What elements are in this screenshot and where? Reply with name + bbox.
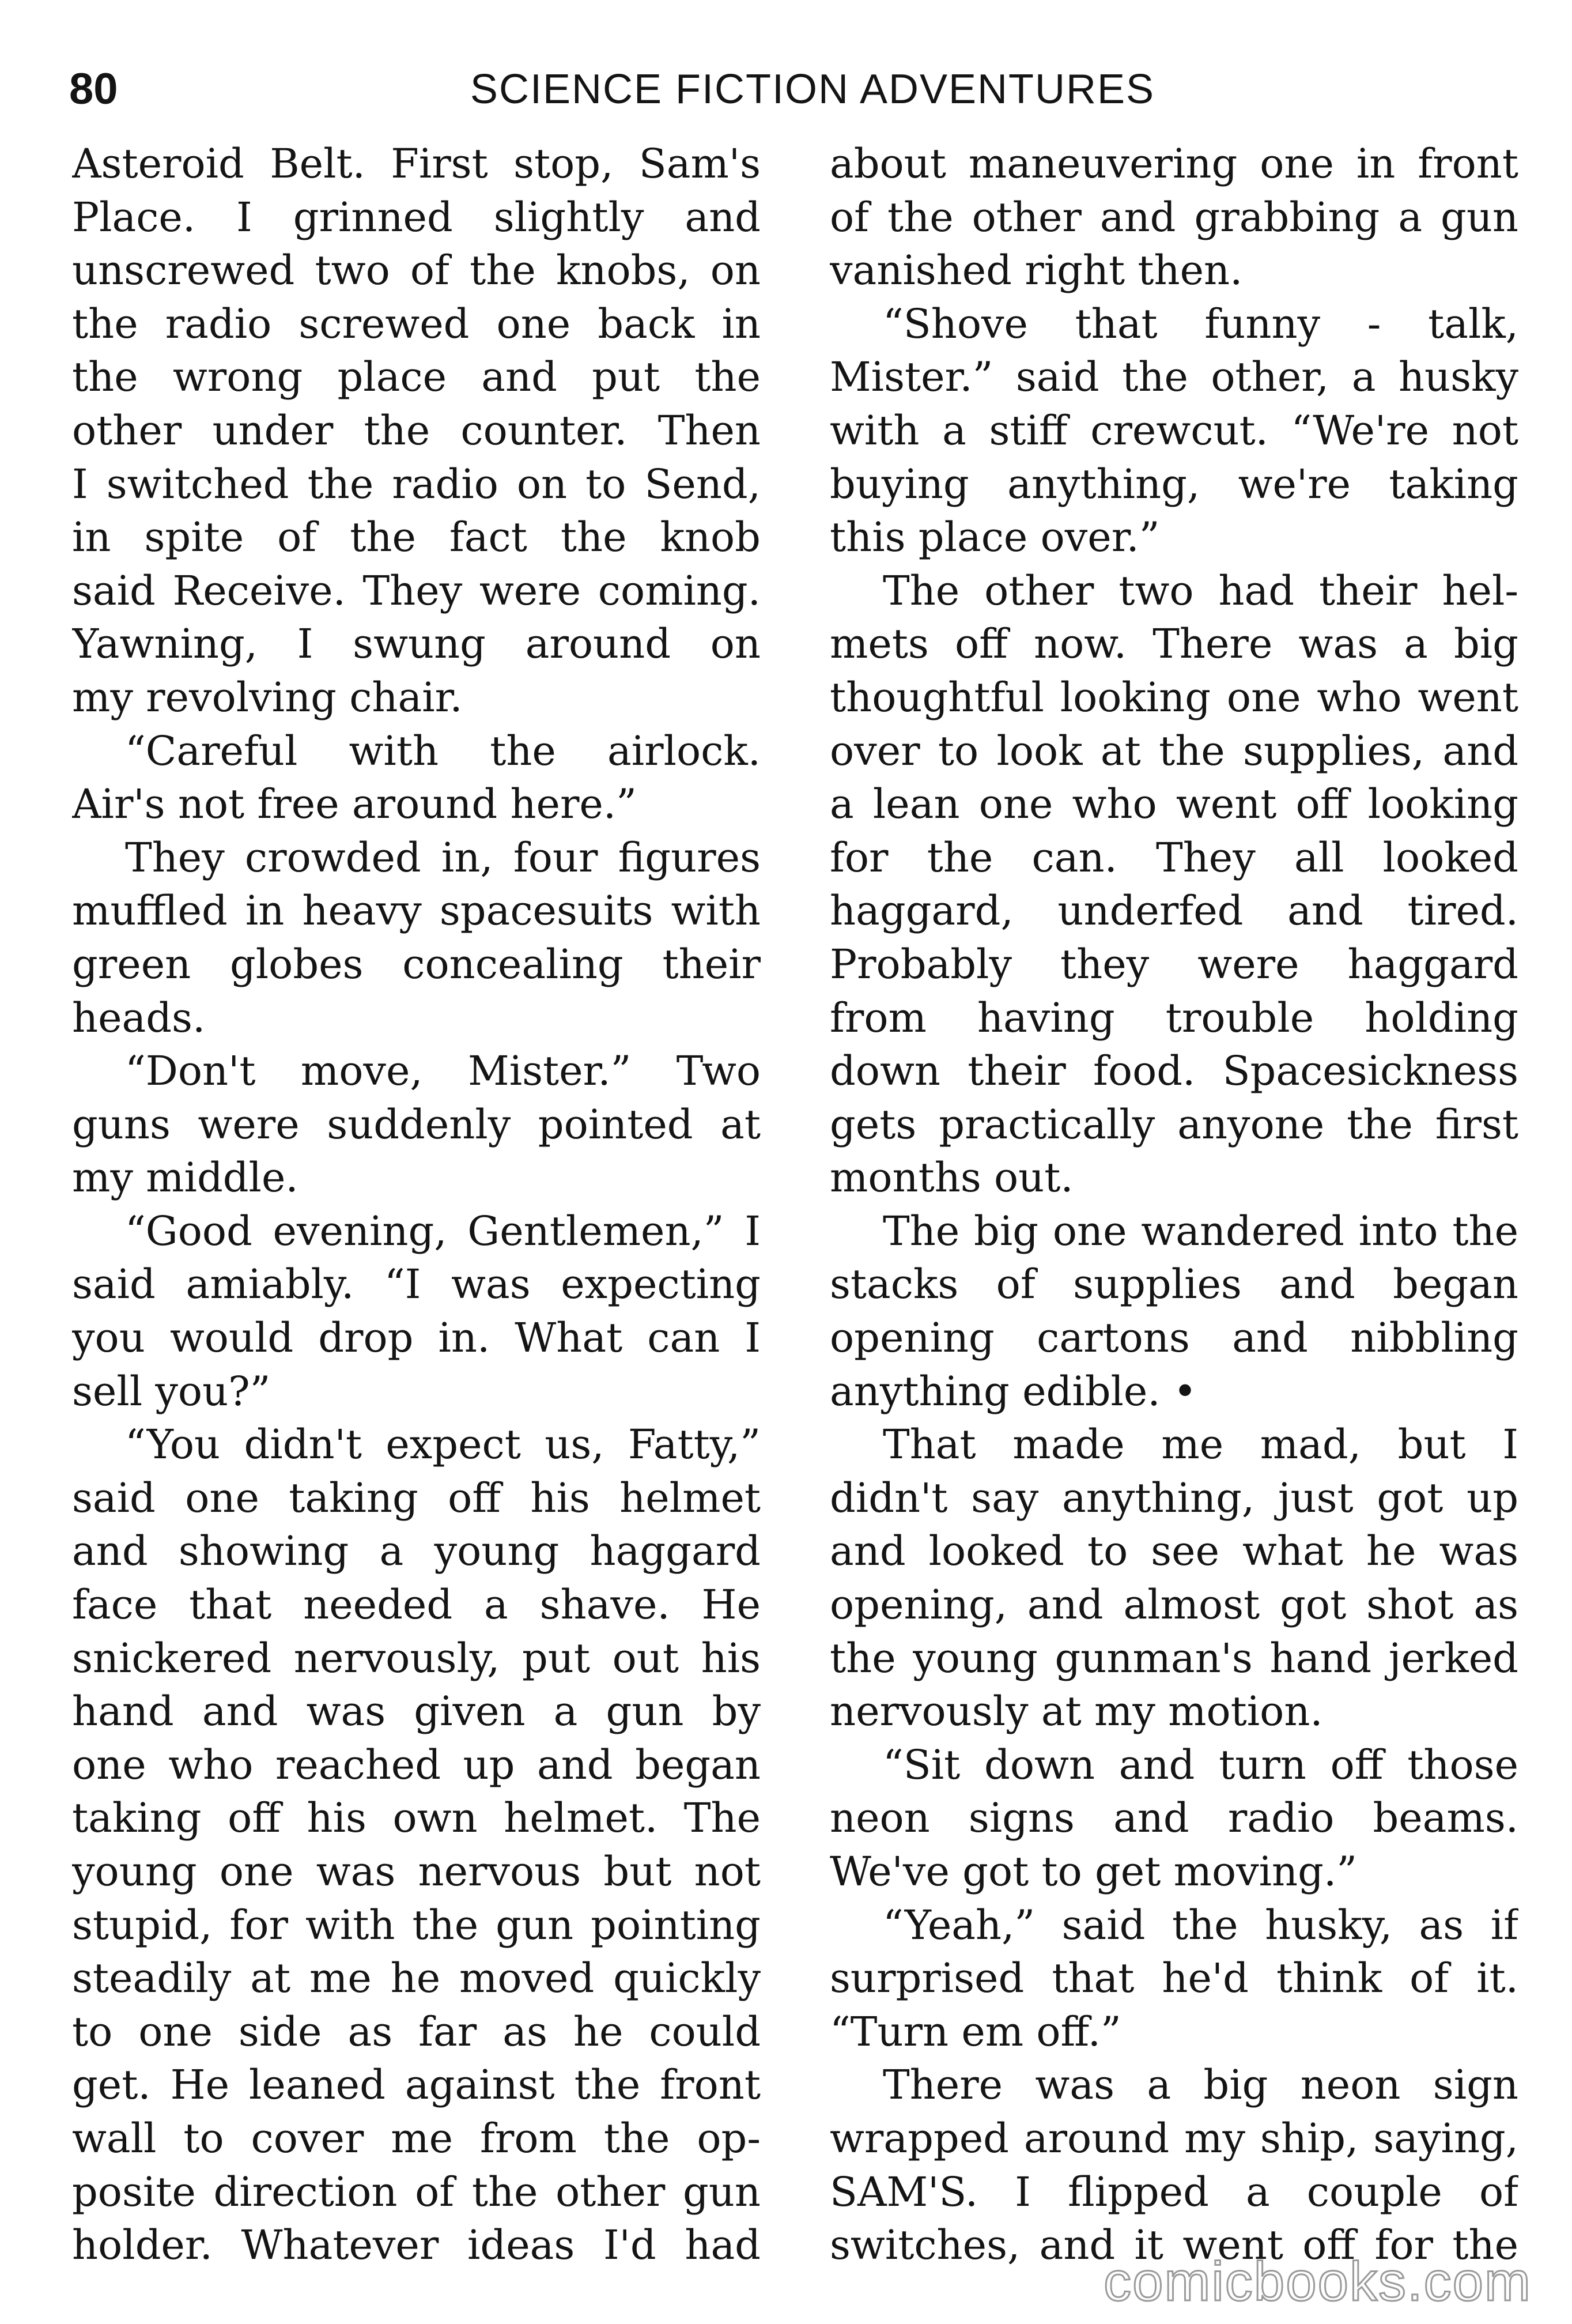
text-line: with a stiff crewcut. “We're not (830, 406, 1518, 454)
text-line: said Receive. They were coming. (72, 567, 761, 614)
text-line: snickered nervously, put out his (72, 1634, 761, 1682)
text-line: SAM'S. I flipped a couple of (830, 2168, 1518, 2216)
text-line: haggard, underfed and tired. (830, 887, 1518, 935)
text-line: nervously at my motion. (830, 1688, 1323, 1736)
text-line: stacks of supplies and began (830, 1261, 1518, 1308)
text-line: over to look at the supplies, and (830, 727, 1518, 775)
page-number: 80 (69, 65, 118, 114)
text-line: Place. I grinned slightly and (72, 193, 761, 241)
text-line: hand and was given a gun by (72, 1688, 761, 1736)
text-line: of the other and grabbing a gun (830, 193, 1518, 241)
text-line: sell you?” (72, 1367, 271, 1415)
text-line: “Good evening, Gentlemen,” I (125, 1207, 761, 1255)
text-column-right (830, 137, 1518, 2272)
text-line: didn't say anything, just got up (830, 1474, 1518, 1522)
text-line: in spite of the fact the knob (72, 514, 761, 561)
text-line: That made me mad, but I (883, 1421, 1518, 1469)
text-line: We've got to get moving.” (830, 1848, 1357, 1895)
text-line: and looked to see what he was (830, 1527, 1518, 1575)
text-line: months out. (830, 1154, 1074, 1202)
running-title: SCIENCE FICTION ADVENTURES (470, 66, 1155, 112)
text-line: my middle. (72, 1154, 298, 1202)
text-line: gets practically anyone the first (830, 1100, 1518, 1148)
text-line: “Turn em off.” (830, 2008, 1121, 2055)
text-line: guns were suddenly pointed at (72, 1100, 761, 1148)
text-line: holder. Whatever ideas I'd had (72, 2221, 761, 2269)
text-line: taking off his own helmet. The (72, 1794, 761, 1842)
text-line: to one side as far as he could (72, 2008, 761, 2055)
text-line: wall to cover me from the op- (72, 2114, 761, 2162)
text-line: green globes concealing their (72, 940, 761, 988)
text-line: “Shove that funny - talk, (883, 300, 1518, 348)
text-line: “You didn't expect us, Fatty,” (125, 1421, 761, 1469)
text-line: “Sit down and turn off those (883, 1741, 1518, 1789)
text-line: posite direction of the other gun (72, 2168, 761, 2216)
text-line: heads. (72, 994, 206, 1042)
text-line: They crowded in, four figures (125, 833, 761, 881)
text-line: neon signs and radio beams. (830, 1794, 1518, 1842)
text-line: The big one wandered into the (883, 1207, 1518, 1255)
text-line: my revolving chair. (72, 673, 463, 721)
text-line: this place over.” (830, 514, 1160, 561)
text-line: mets off now. There was a big (830, 620, 1518, 668)
text-line: face that needed a shave. He (72, 1581, 761, 1629)
text-line: young one was nervous but not (72, 1848, 761, 1895)
text-line: surprised that he'd think of it. (830, 1955, 1518, 2002)
text-line: you would drop in. What can I (72, 1314, 761, 1362)
text-line: said amiably. “I was expecting (72, 1261, 761, 1308)
text-line: the wrong place and put the (72, 353, 761, 401)
text-line: “Yeah,” said the husky, as if (883, 1901, 1518, 1949)
text-line: The other two had their hel- (883, 567, 1518, 614)
text-line: the young gunman's hand jerked (830, 1634, 1518, 1682)
text-line: “Careful with the airlock. (125, 727, 761, 775)
page-header (69, 58, 1521, 121)
text-line: from having trouble holding (830, 994, 1518, 1042)
text-line: vanished right then. (830, 247, 1243, 295)
text-line: anything edible. • (830, 1367, 1197, 1415)
text-line: Air's not free around here.” (72, 780, 637, 828)
text-line: There was a big neon sign (883, 2061, 1518, 2109)
text-line: Yawning, I swung around on (72, 620, 761, 668)
text-line: opening, and almost got shot as (830, 1581, 1518, 1629)
text-line: Probably they were haggard (830, 940, 1518, 988)
text-line: wrapped around my ship, saying, (830, 2114, 1518, 2162)
text-line: Asteroid Belt. First stop, Sam's (72, 140, 761, 187)
text-column-left (72, 137, 761, 2272)
text-line: muffled in heavy spacesuits with (72, 887, 761, 935)
text-line: buying anything, we're taking (830, 460, 1518, 508)
text-line: down their food. Spacesickness (830, 1047, 1518, 1095)
watermark: comicbooks.com (1104, 2251, 1532, 2312)
text-line: other under the counter. Then (72, 406, 761, 454)
text-line: steadily at me he moved quickly (72, 1955, 761, 2002)
text-line: about maneuvering one in front (830, 140, 1518, 187)
text-line: unscrewed two of the knobs, on (72, 247, 761, 295)
text-line: a lean one who went off looking (830, 780, 1518, 828)
text-line: “Don't move, Mister.” Two (125, 1047, 761, 1095)
text-line: one who reached up and began (72, 1741, 761, 1789)
text-line: I switched the radio on to Send, (72, 460, 761, 508)
text-line: for the can. They all looked (830, 833, 1518, 881)
text-line: switches, and it went off for the (830, 2221, 1518, 2269)
text-line: the radio screwed one back in (72, 300, 761, 348)
text-line: thoughtful looking one who went (830, 673, 1518, 721)
text-line: Mister.” said the other, a husky (830, 353, 1518, 401)
text-line: opening cartons and nibbling (830, 1314, 1518, 1362)
text-line: stupid, for with the gun pointing (72, 1901, 761, 1949)
text-line: get. He leaned against the front (72, 2061, 761, 2109)
text-line: said one taking off his helmet (72, 1474, 761, 1522)
text-line: and showing a young haggard (72, 1527, 761, 1575)
